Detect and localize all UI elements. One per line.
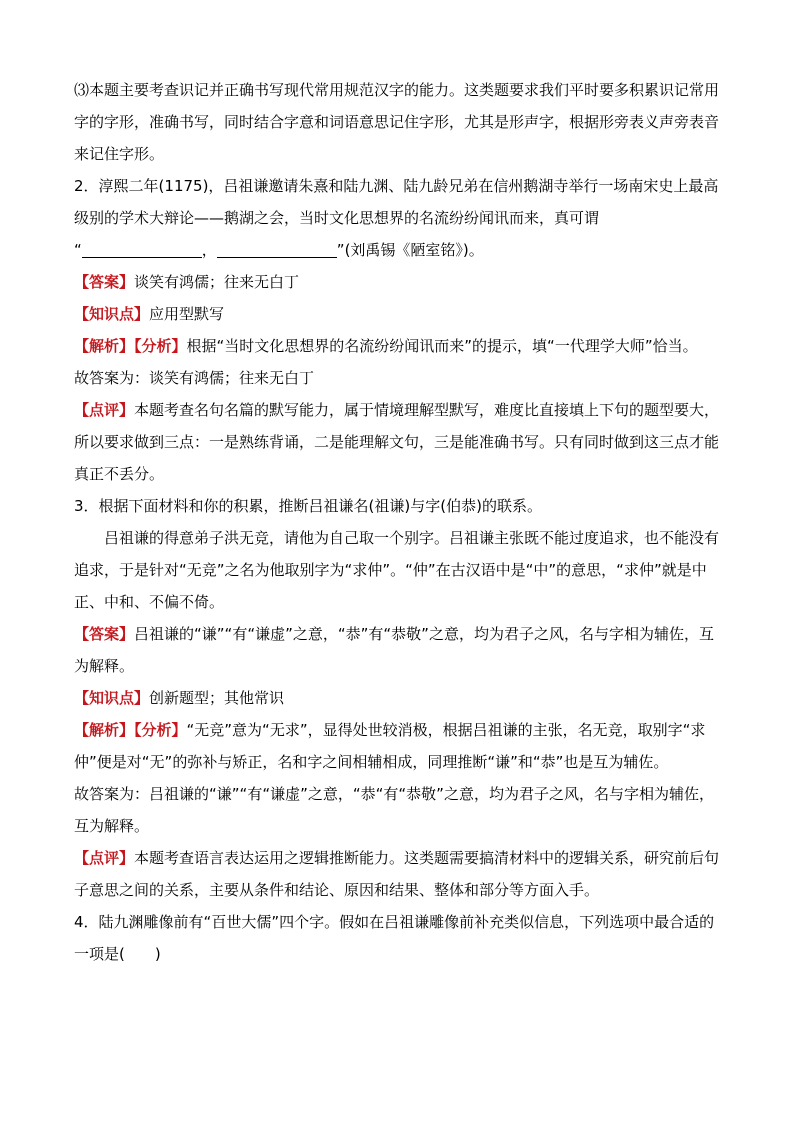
answer-tag: 【答案】 [74, 273, 135, 291]
comment-text: 本题考查语言表达运用之逻辑推断能力。这类题需要搞清材料中的逻辑关系，研究前后句子意思之间的关系，主要从条件和结论、原因和结果、整体和部分等方面入手。 [74, 849, 720, 899]
knowledge-point-text: 创新题型；其他常识 [149, 689, 285, 707]
question-3-final-answer: 故答案为：吕祖谦的“谦”“有“谦虚”之意，“恭“有“恭敬”之意，均为君子之风，名与字相为辅佐，互为解释。 [74, 785, 714, 835]
knowledge-point-text: 应用型默写 [149, 305, 225, 323]
q3-note-paragraph: ⑶本题主要考查识记并正确书写现代常用规范汉字的能力。这类题要求我们平时要多积累识记常用字的字形，准确书写，同时结合字意和词语意思记住字形，尤其是形声字，根据形旁表义声旁表音来记住字形。 [74, 81, 720, 163]
question-3-stem: 3．根据下面材料和你的积累，推断吕祖谦名(祖谦)与字(伯恭)的联系。 [74, 497, 542, 515]
close-quote: ” [336, 241, 345, 259]
answer-text: 谈笑有鸿儒；往来无白丁 [134, 273, 300, 291]
question-4-close-paren: ) [154, 945, 161, 963]
question-3-answer [74, 618, 722, 682]
question-2-blank-line [74, 234, 722, 266]
knowledge-point-tag: 【知识点】 [74, 689, 150, 707]
fill-blank-1[interactable] [82, 239, 202, 258]
comment-tag: 【点评】 [74, 401, 135, 419]
analysis-tag: 【解析】【分析】 [74, 337, 187, 355]
knowledge-point-tag: 【知识点】 [74, 305, 150, 323]
question-2-knowledge-point [74, 298, 722, 330]
analysis-text: 根据“当时文化思想界的名流纷纷闻讯而来”的提示，填“一代理学大师”恰当。 [186, 337, 698, 355]
question-2-final-answer: 故答案为：谈笑有鸿儒；往来无白丁 [74, 369, 315, 387]
question-4-text: 4．陆九渊雕像前有“百世大儒”四个字。假如在吕祖谦雕像前补充类似信息，下列选项中最合适的一项是( [74, 913, 715, 963]
blank-separator: ， [201, 241, 217, 259]
analysis-text: “无竞”意为“无求”，显得处世较消极，根据吕祖谦的主张，名无竞，取别字“求仲”便是对“无”的弥补与矫正，名和字之间相辅相成，同理推断“谦”和“恭”也是互为辅佐。 [74, 721, 706, 771]
document-body [74, 74, 722, 970]
question-2-stem: 2．淳熙二年(1175)，吕祖谦邀请朱熹和陆九渊、陆九龄兄弟在信州鹅湖寺举行一场南宋史上最高级别的学术大辩论——鹅湖之会，当时文化思想界的名流纷纷闻讯而来，真可谓 [74, 177, 719, 227]
fill-blank-2[interactable] [217, 239, 337, 258]
question-3-knowledge-point [74, 682, 722, 714]
question-4-stem [74, 906, 722, 970]
question-2-answer [74, 266, 722, 298]
question-3-material: 吕祖谦的得意弟子洪无竞，请他为自己取一个别字。吕祖谦主张既不能过度追求，也不能没有追求，于是针对“无竞”之名为他取别字为“求仲”。“仲”在古汉语中是“中”的意思，“求仲”就是中正、中和、不偏不倚。 [74, 529, 720, 611]
quote-source: (刘禹锡《陋室铭》)。 [344, 241, 484, 259]
analysis-tag: 【解析】【分析】 [74, 721, 187, 739]
answer-tag: 【答案】 [74, 625, 135, 643]
comment-tag: 【点评】 [74, 849, 135, 867]
open-quote: “ [74, 241, 82, 259]
question-3-comment [74, 842, 722, 906]
answer-text: 吕祖谦的“谦”“有“谦虚”之意，“恭”有“恭敬”之意，均为君子之风，名与字相为辅佐，互为解释。 [74, 625, 714, 675]
comment-text: 本题考查名句名篇的默写能力，属于情境理解型默写，难度比直接填上下句的题型要大，所以要求做到三点：一是熟练背诵，二是能理解文句，三是能准确书写。只有同时做到这三点才能真正不丢分。 [74, 401, 720, 483]
question-3-analysis [74, 714, 722, 778]
question-2-comment [74, 394, 722, 490]
question-2-analysis [74, 330, 722, 362]
